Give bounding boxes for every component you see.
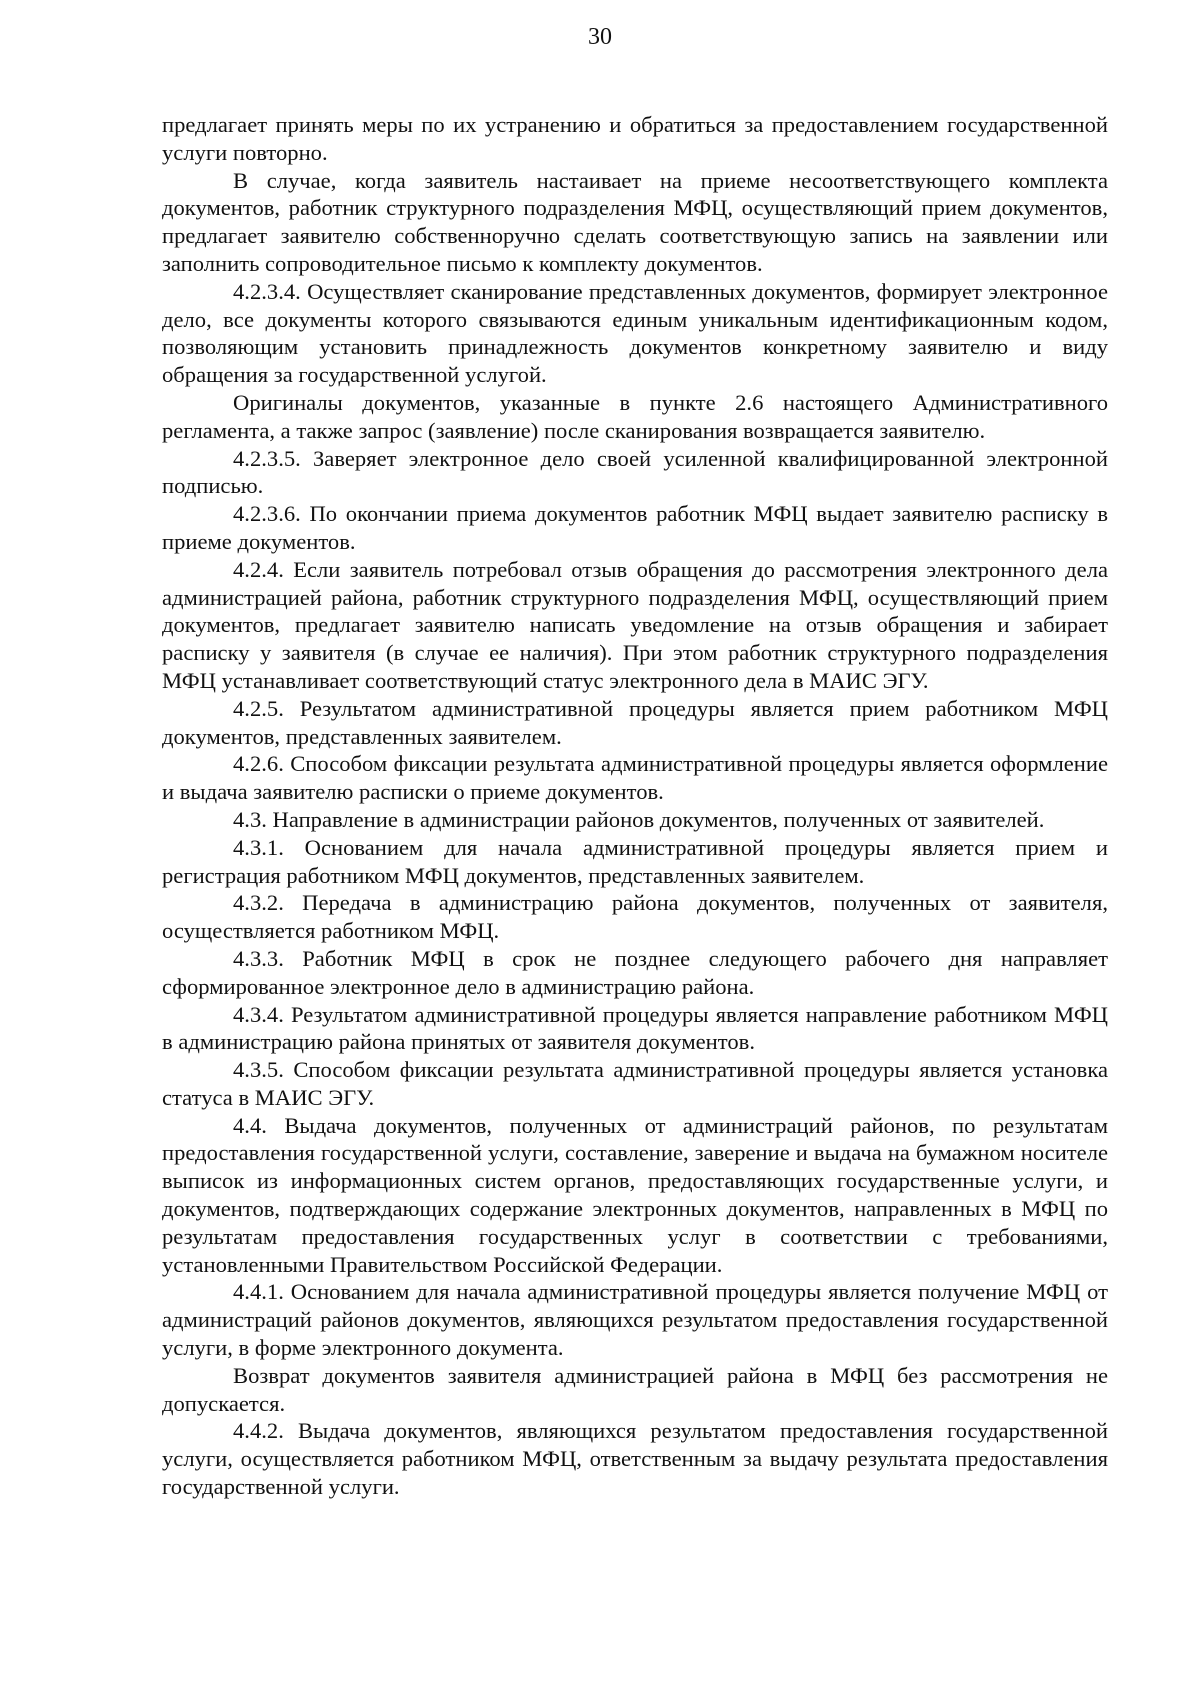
paragraph: предлагает принять меры по их устранению и обратиться за предоставлением государственной услуги повторно. (162, 112, 1108, 165)
paragraph: 4.2.3.6. По окончании приема документов работник МФЦ выдает заявителю расписку в приеме документов. (162, 501, 1108, 554)
paragraph: 4.2.3.5. Заверяет электронное дело своей усиленной квалифицированной электронной подписью. (162, 445, 1108, 499)
paragraph: 4.3.1. Основанием для начала административной процедуры является прием и регистрация работником МФЦ документов, представленных заявителем. (162, 834, 1108, 888)
paragraph: 4.3.2. Передача в администрацию района документов, полученных от заявителя, осуществляется работником МФЦ. (162, 890, 1108, 944)
paragraph: В случае, когда заявитель настаивает на приеме несоответствующего комплекта документов, работник структурного подразделения МФЦ, осуществляющий прием документов, предлагает заявителю собственноручно сделать соответствующую запись на заявлении или заполнить сопроводительное письмо к комплекту документов. (162, 167, 1108, 276)
paragraph: 4.2.5. Результатом административной процедуры является прием работником МФЦ документов, представленных заявителем. (162, 695, 1108, 749)
paragraph: Оригиналы документов, указанные в пункте 2.6 настоящего Административного регламента, а также запрос (заявление) после сканирования возвращается заявителю. (162, 389, 1108, 443)
paragraph: 4.2.3.4. Осуществляет сканирование представленных документов, формирует электронное дело, все документы которого связываются единым уникальным идентификационным кодом, позволяющим установить принадлежность документов конкретному заявителю и виду обращения за государственной услугой. (162, 278, 1108, 388)
paragraph: Возврат документов заявителя администрацией района в МФЦ без рассмотрения не допускается. (162, 1362, 1108, 1416)
paragraph: 4.3.3. Работник МФЦ в срок не позднее следующего рабочего дня направляет сформированное электронное дело в администрацию района. (162, 945, 1108, 999)
paragraph: 4.2.6. Способом фиксации результата административной процедуры является оформление и выдача заявителю расписки о приеме документов. (162, 751, 1108, 805)
paragraph: 4.3.5. Способом фиксации результата административной процедуры является установка статуса в МАИС ЭГУ. (162, 1057, 1108, 1110)
document-body (162, 111, 1108, 1501)
paragraph: 4.4. Выдача документов, полученных от администраций районов, по результатам предоставления государственной услуги, составление, заверение и выдача на бумажном носителе выписок из информационных систем органов, предоставляющих государственные услуги, и документов, подтверждающих содержание электронных документов, направленных в МФЦ по результатам предоставления государственных услуг в соответствии с требованиями, установленными Правительством Российской Федерации. (162, 1112, 1108, 1277)
paragraph: 4.2.4. Если заявитель потребовал отзыв обращения до рассмотрения электронного дела администрацией района, работник структурного подразделения МФЦ, осуществляющий прием документов, предлагает заявителю написать уведомление на отзыв обращения и забирает расписку у заявителя (в случае ее наличия). При этом работник структурного подразделения МФЦ устанавливает соответствующий статус электронного дела в МАИС ЭГУ. (162, 556, 1108, 693)
paragraph: 4.3. Направление в администрации районов документов, полученных от заявителей. (233, 806, 1045, 832)
page-number: 30 (588, 24, 612, 50)
paragraph: 4.3.4. Результатом административной процедуры является направление работником МФЦ в администрацию района принятых от заявителя документов. (162, 1001, 1108, 1055)
paragraph: 4.4.2. Выдача документов, являющихся результатом предоставления государственной услуги, осуществляется работником МФЦ, ответственным за выдачу результата предоставления государственной услуги. (162, 1418, 1108, 1500)
paragraph: 4.4.1. Основанием для начала административной процедуры является получение МФЦ от администраций районов документов, являющихся результатом предоставления государственной услуги, в форме электронного документа. (162, 1279, 1108, 1361)
